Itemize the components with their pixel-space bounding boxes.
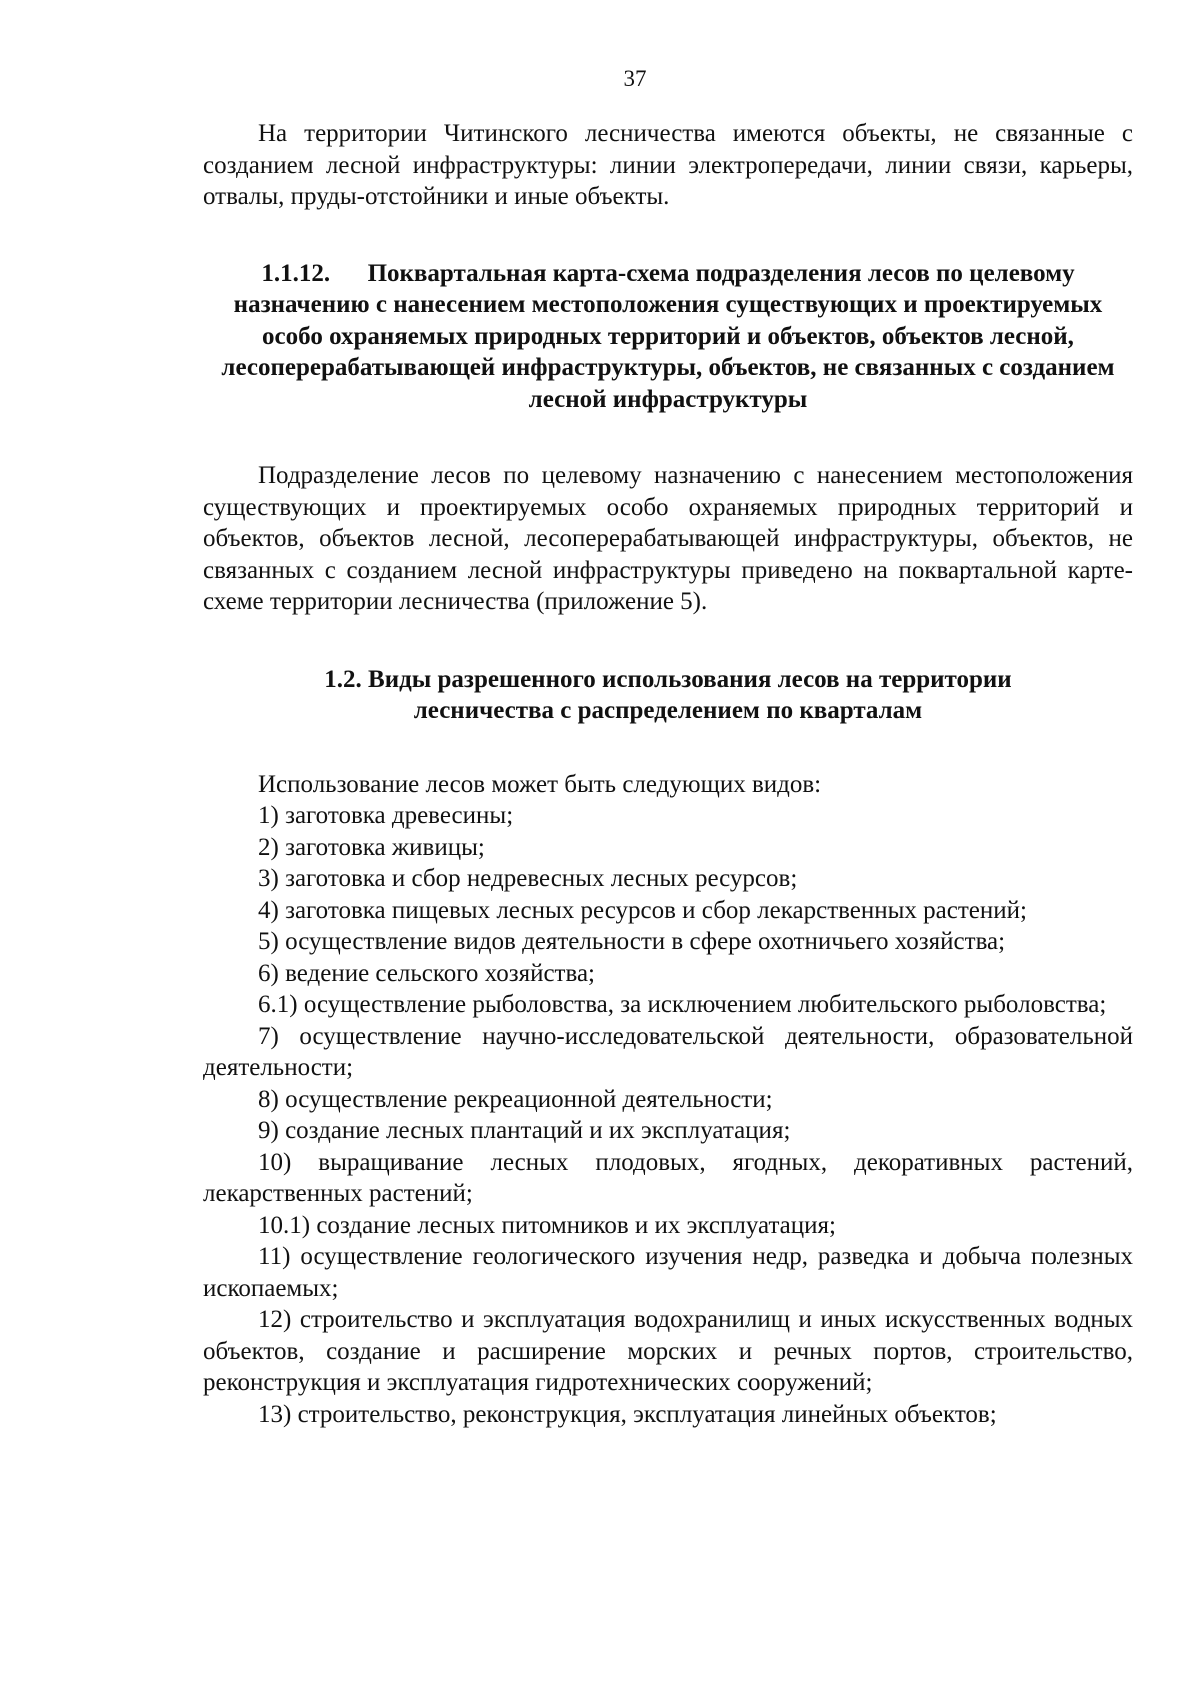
- list-item: 6.1) осуществление рыболовства, за исключением любительского рыболовства;: [258, 991, 1107, 1018]
- list-item: 1) заготовка древесины;: [258, 802, 514, 829]
- section-heading-1-1-12: [203, 258, 1133, 416]
- section-title-line: лесничества с распределением по кварталам: [413, 697, 923, 724]
- page-content: [203, 118, 1133, 1430]
- list-lead: Использование лесов может быть следующих видов:: [258, 770, 822, 798]
- list-item: 12) строительство и эксплуатация водохранилищ и иных искусственных водных объектов, создание и расширение морских и речных портов, строительство, реконструкция и эксплуатация гидротехнических сооружений;: [203, 1306, 1133, 1396]
- intro-paragraph: На территории Читинского лесничества имеются объекты, не связанные с созданием лесной инфраструктуры: линии электропередачи, линии связи, карьеры, отвалы, пруды-отстойники и иные объекты.: [203, 120, 1133, 210]
- list-item: 10.1) создание лесных питомников и их эксплуатация;: [258, 1211, 836, 1239]
- section-title: Поквартальная карта-схема подразделения лесов по целевому назначению с нанесением местоположения существующих и проектируемых особо охраняемых природных территорий и объектов, объектов лесной, лесоперерабатывающей инфраструктуры, объектов, не связанных с созданием лесной инфраструктуры: [221, 259, 1115, 413]
- list-item: 3) заготовка и сбор недревесных лесных ресурсов;: [258, 865, 798, 892]
- list-item: 5) осуществление видов деятельности в сфере охотничьего хозяйства;: [258, 928, 1006, 955]
- section-paragraph: Подразделение лесов по целевому назначению с нанесением местоположения существующих и проектируемых особо охраняемых природных территорий и объектов, объектов лесной, лесоперерабатывающей инфраструктуры, объектов, не связанных с созданием лесной инфраструктуры приведено на поквартальной карте-схеме территории лесничества (приложение 5).: [203, 462, 1133, 615]
- list-item: 11) осуществление геологического изучения недр, разведка и добыча полезных ископаемых;: [203, 1243, 1133, 1302]
- page-number: 37: [623, 66, 647, 91]
- list-item: 13) строительство, реконструкция, эксплуатация линейных объектов;: [258, 1400, 997, 1428]
- list-item: 2) заготовка живицы;: [258, 833, 485, 861]
- list-item: 8) осуществление рекреационной деятельности;: [258, 1085, 773, 1113]
- list-item: 7) осуществление научно-исследовательской деятельности, образовательной деятельности;: [203, 1022, 1133, 1081]
- list-item: 4) заготовка пищевых лесных ресурсов и сбор лекарственных растений;: [258, 896, 1027, 924]
- list-item: 9) создание лесных плантаций и их эксплуатация;: [258, 1117, 791, 1144]
- list-item: 10) выращивание лесных плодовых, ягодных, декоративных растений, лекарственных растений;: [203, 1148, 1133, 1207]
- list-item: 6) ведение сельского хозяйства;: [258, 959, 595, 987]
- section-heading-1-2: [203, 664, 1133, 727]
- usage-types-list: [203, 769, 1133, 1431]
- section-number: 1.1.12.: [261, 259, 331, 287]
- section-title-line: 1.2. Виды разрешенного использования лесов на территории: [324, 665, 1012, 693]
